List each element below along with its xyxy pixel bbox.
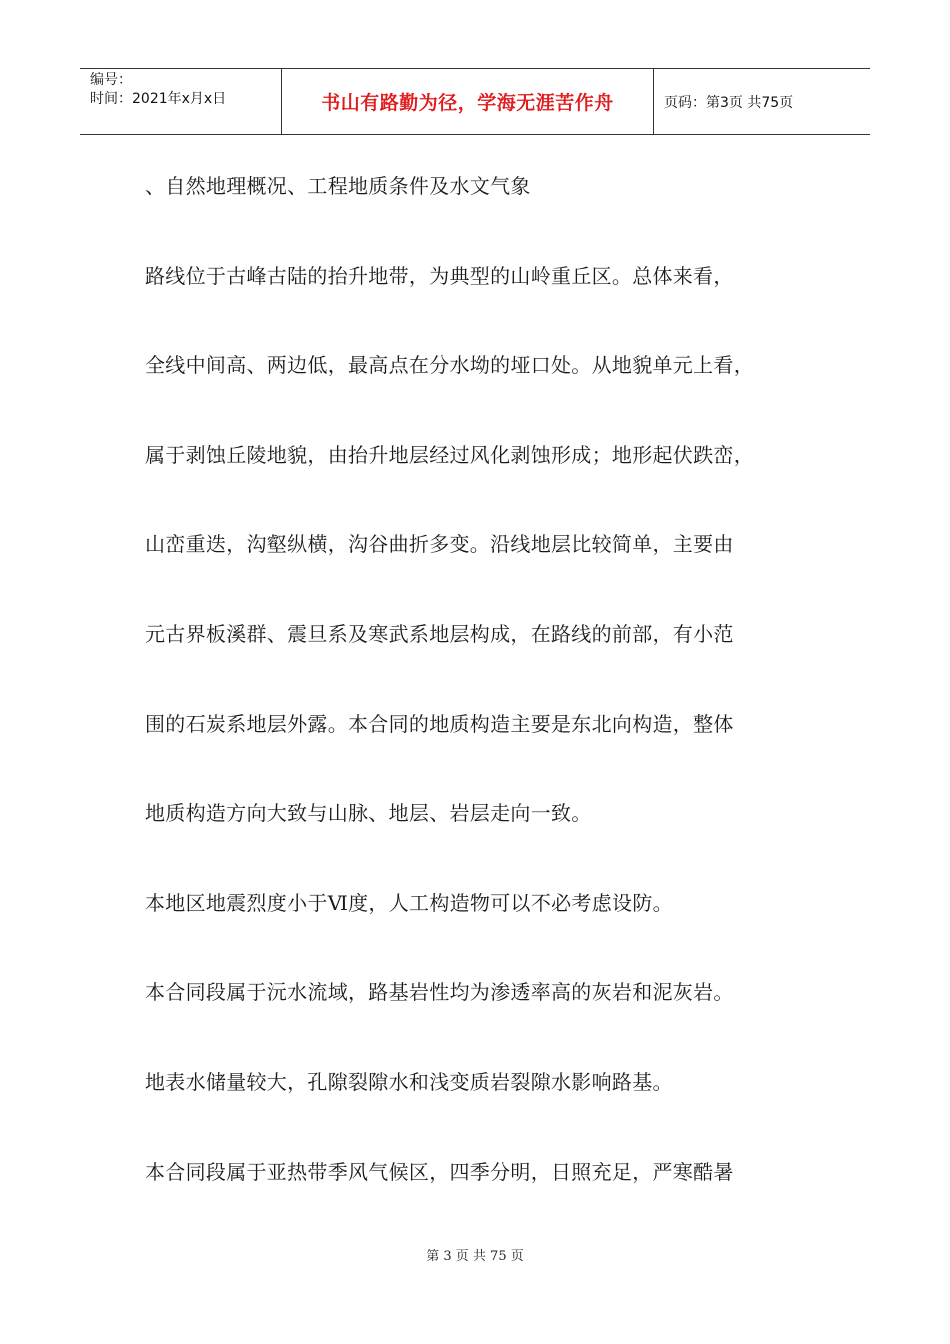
body-line: 本合同段属于亚热带季风气候区，四季分明，日照充足，严寒酷暑 xyxy=(145,1159,734,1184)
body-line: 全线中间高、两边低，最高点在分水坳的垭口处。从地貌单元上看， xyxy=(145,353,754,378)
body-line: 本合同段属于沅水流域，路基岩性均为渗透率高的灰岩和泥灰岩。 xyxy=(145,980,734,1005)
body-heading: 、自然地理概况、工程地质条件及水文气象 xyxy=(145,174,531,198)
page-footer: 第 3 页 共 75 页 xyxy=(426,1249,524,1264)
page-header xyxy=(80,68,870,135)
body-line: 山峦重迭，沟壑纵横，沟谷曲折多变。沿线地层比较简单，主要由 xyxy=(145,532,734,557)
document-number: 编号： xyxy=(90,72,132,88)
document-body xyxy=(145,168,825,1243)
body-line: 属于剥蚀丘陵地貌，由抬升地层经过风化剥蚀形成；地形起伏跌峦， xyxy=(145,442,754,467)
body-line: 本地区地震烈度小于Ⅵ度，人工构造物可以不必考虑设防。 xyxy=(145,890,673,915)
header-page-number: 页码：第3页 共75页 xyxy=(664,94,794,111)
body-line: 地质构造方向大致与山脉、地层、岩层走向一致。 xyxy=(145,801,592,826)
header-motto: 书山有路勤为径，学海无涯苦作舟 xyxy=(282,69,654,134)
body-line: 围的石炭系地层外露。本合同的地质构造主要是东北向构造，整体 xyxy=(145,711,734,736)
document-date: 时间：2021年x月x日 xyxy=(90,91,227,107)
body-line: 地表水储量较大，孔隙裂隙水和浅变质岩裂隙水影响路基。 xyxy=(145,1069,673,1094)
header-meta xyxy=(80,69,282,134)
body-line: 元古界板溪群、震旦系及寒武系地层构成，在路线的前部，有小范 xyxy=(145,621,734,646)
body-line: 路线位于古峰古陆的抬升地带，为典型的山岭重丘区。总体来看， xyxy=(145,263,734,288)
